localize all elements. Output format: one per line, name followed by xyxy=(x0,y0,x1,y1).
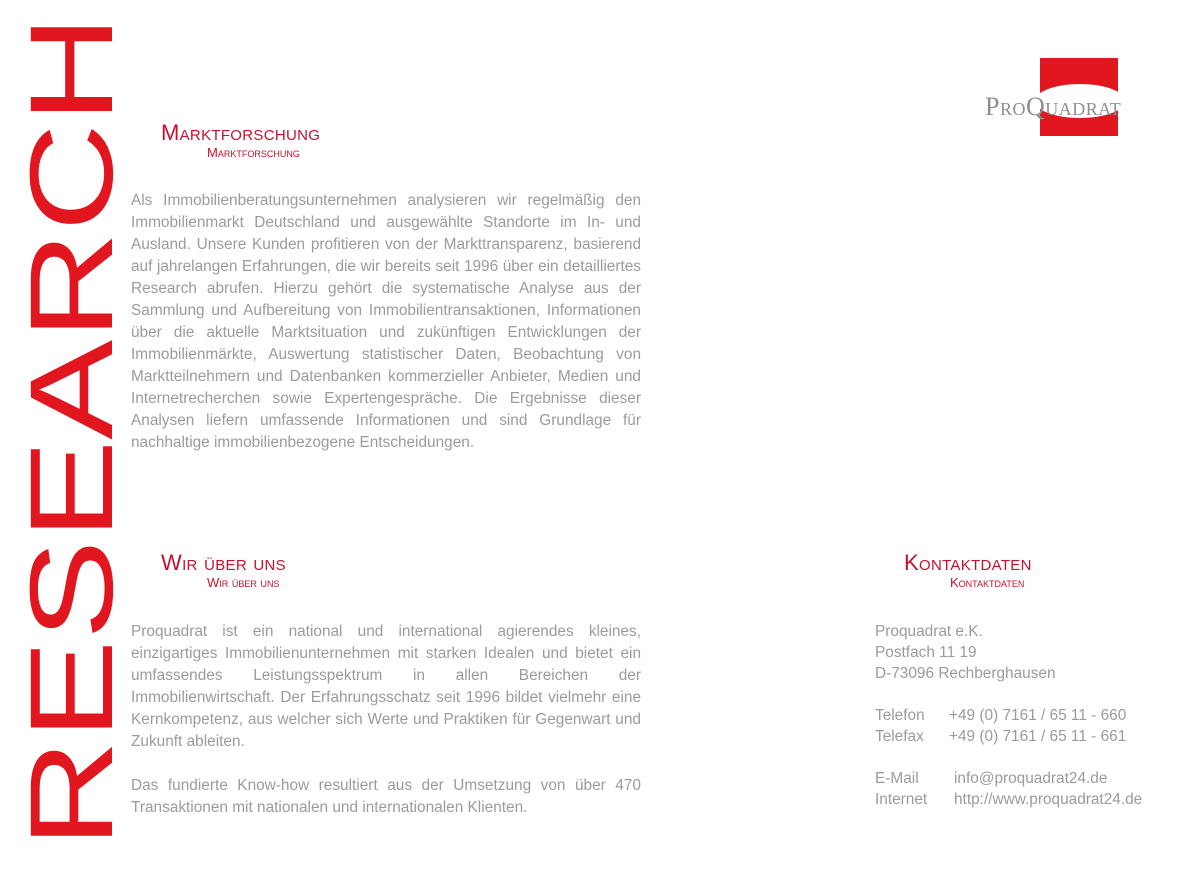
email-label: E-Mail xyxy=(875,770,919,787)
vertical-title-text: RESEARCH xyxy=(6,192,138,848)
heading-kontaktdaten xyxy=(904,552,1032,589)
contact-postbox: Postfach 11 19 xyxy=(875,644,977,661)
heading-marktforschung-subtitle: Marktforschung xyxy=(207,145,300,160)
fax-value: +49 (0) 7161 / 65 11 - 661 xyxy=(949,728,1127,745)
wir-ueber-uns-paragraph-2: Das fundierte Know-how resultiert aus der Umsetzung von über 470 Transaktionen mit nationalen und internationalen Klienten. xyxy=(131,777,641,816)
heading-kontaktdaten-title: Kontaktdaten xyxy=(904,550,1032,575)
proquadrat-logo xyxy=(985,58,1175,138)
heading-kontaktdaten-subtitle: Kontaktdaten xyxy=(950,575,1025,590)
marktforschung-body xyxy=(131,190,641,454)
email-link[interactable]: info@proquadrat24.de xyxy=(954,770,1108,787)
heading-marktforschung-title: Marktforschung xyxy=(161,120,321,145)
contact-fax-row xyxy=(875,726,1185,747)
contact-details xyxy=(875,621,1185,810)
heading-wir-ueber-uns-title: Wir über uns xyxy=(161,550,286,575)
website-link[interactable]: http://www.proquadrat24.de xyxy=(954,791,1143,808)
contact-web-block xyxy=(875,768,1185,810)
fax-label: Telefax xyxy=(875,728,924,745)
heading-wir-ueber-uns-subtitle: Wir über uns xyxy=(207,575,280,590)
wir-ueber-uns-body xyxy=(131,621,641,819)
contact-company: Proquadrat e.K. xyxy=(875,623,983,640)
contact-phone-row xyxy=(875,705,1185,726)
contact-email-row xyxy=(875,768,1185,789)
heading-wir-ueber-uns xyxy=(161,552,286,589)
phone-label: Telefon xyxy=(875,707,925,724)
contact-city: D-73096 Rechberghausen xyxy=(875,665,1056,682)
wir-ueber-uns-paragraph-1: Proquadrat ist ein national und international agierendes kleines, einzigartiges Immobilienunternehmen mit starken Idealen und bietet ein umfassendes Leistungsspektrum in allen Bereichen der Immobilienwirtschaft. Der Erfahrungsschatz seit 1996 bildet vielmehr eine Kernkompetenz, aus welcher sich Werte und Praktiken für Gegenwart und Zukunft ableiten. xyxy=(131,623,641,750)
vertical-title-research xyxy=(0,0,140,869)
web-label: Internet xyxy=(875,791,928,808)
marktforschung-paragraph: Als Immobilienberatungsunternehmen analysieren wir regelmäßig den Immobilienmarkt Deutschland und ausgewählte Standorte im In- und Ausland. Unsere Kunden profitieren von der Markttransparenz, basierend auf jahrelangen Erfahrungen, die wir bereits seit 1996 über ein detailliertes Research abrufen. Hierzu gehört die systematische Analyse aus der Sammlung und Aufbereitung von Immobilientransaktionen, Informationen über die aktuelle Marktsituation und zukünftigen Entwicklungen der Immobilienmärkte, Auswertung statistischer Daten, Beobachtung von Marktteilnehmern und Datenbanken kommerzieller Anbieter, Medien und Internetrecherchen sowie Expertengespräche. Die Ergebnisse dieser Analysen liefern umfassende Informationen und sind Grundlage für nachhaltige immobilienbezogene Entscheidungen. xyxy=(131,192,641,451)
phone-value: +49 (0) 7161 / 65 11 - 660 xyxy=(949,707,1127,724)
heading-marktforschung xyxy=(161,122,320,159)
contact-web-row xyxy=(875,789,1185,810)
contact-address xyxy=(875,621,1185,684)
logo-wordmark: ProQuadrat xyxy=(985,92,1122,121)
contact-phone-block xyxy=(875,705,1185,747)
